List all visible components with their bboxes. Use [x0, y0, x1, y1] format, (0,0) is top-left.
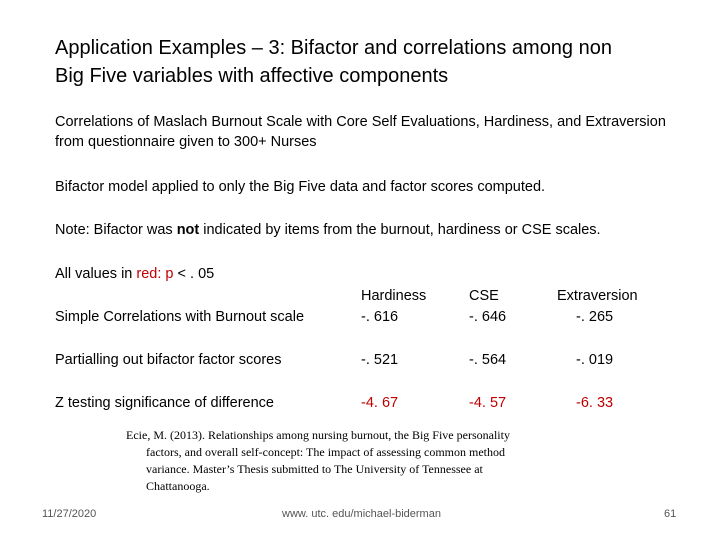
study-description: Correlations of Maslach Burnout Scale with Core Self Evaluations, Hardiness, and Extraversion from questionnaire given to 300+ Nurses — [55, 114, 666, 150]
significance-note — [55, 264, 695, 284]
sig-red-text: red: p — [136, 266, 178, 282]
cell-partial-cse: -. 564 — [469, 352, 507, 368]
row-label-z-testing: Z testing significance of difference — [55, 395, 274, 411]
column-header-extraversion: Extraversion — [557, 288, 638, 304]
row-label-partialling: Partialling out bifactor factor scores — [55, 352, 282, 368]
reference-line-2: factors, and overall self-concept: The impact of assessing common method — [146, 445, 506, 459]
footer-url: www. utc. edu/michael-biderman — [282, 508, 441, 520]
reference-line-1: Ecie, M. (2013). Relationships among nursing burnout, the Big Five personality — [126, 428, 510, 442]
title-line-1: Application Examples – 3: Bifactor and correlations among non — [55, 37, 612, 59]
footer-page-number: 61 — [664, 508, 677, 520]
reference-line-3: variance. Master’s Thesis submitted to The University of Tennessee at — [146, 462, 483, 476]
sig-after: < . 05 — [177, 266, 215, 282]
cell-z-extraversion: -6. 33 — [576, 395, 614, 411]
reference-citation — [126, 427, 596, 495]
cell-simple-extraversion: -. 265 — [576, 309, 614, 325]
column-header-cse: CSE — [469, 288, 499, 304]
column-header-hardiness: Hardiness — [361, 288, 427, 304]
cell-partial-extraversion: -. 019 — [576, 352, 614, 368]
note-text — [55, 220, 695, 240]
cell-z-hardiness: -4. 67 — [361, 395, 399, 411]
footer-date: 11/27/2020 — [42, 508, 97, 520]
slide-title — [55, 34, 695, 90]
note-after: indicated by items from the burnout, hardiness or CSE scales. — [199, 222, 601, 238]
cell-simple-hardiness: -. 616 — [361, 309, 399, 325]
reference-line-4: Chattanooga. — [146, 479, 210, 493]
cell-z-cse: -4. 57 — [469, 395, 507, 411]
note-bold-not: not — [176, 222, 200, 238]
cell-partial-hardiness: -. 521 — [361, 352, 399, 368]
title-line-2: Big Five variables with affective components — [55, 65, 449, 87]
row-label-simple-correlations: Simple Correlations with Burnout scale — [55, 309, 305, 325]
sig-before: All values in — [55, 266, 137, 282]
note-before: Note: Bifactor was — [55, 222, 177, 238]
cell-simple-cse: -. 646 — [469, 309, 507, 325]
method-description: Bifactor model applied to only the Big Five data and factor scores computed. — [55, 179, 546, 195]
